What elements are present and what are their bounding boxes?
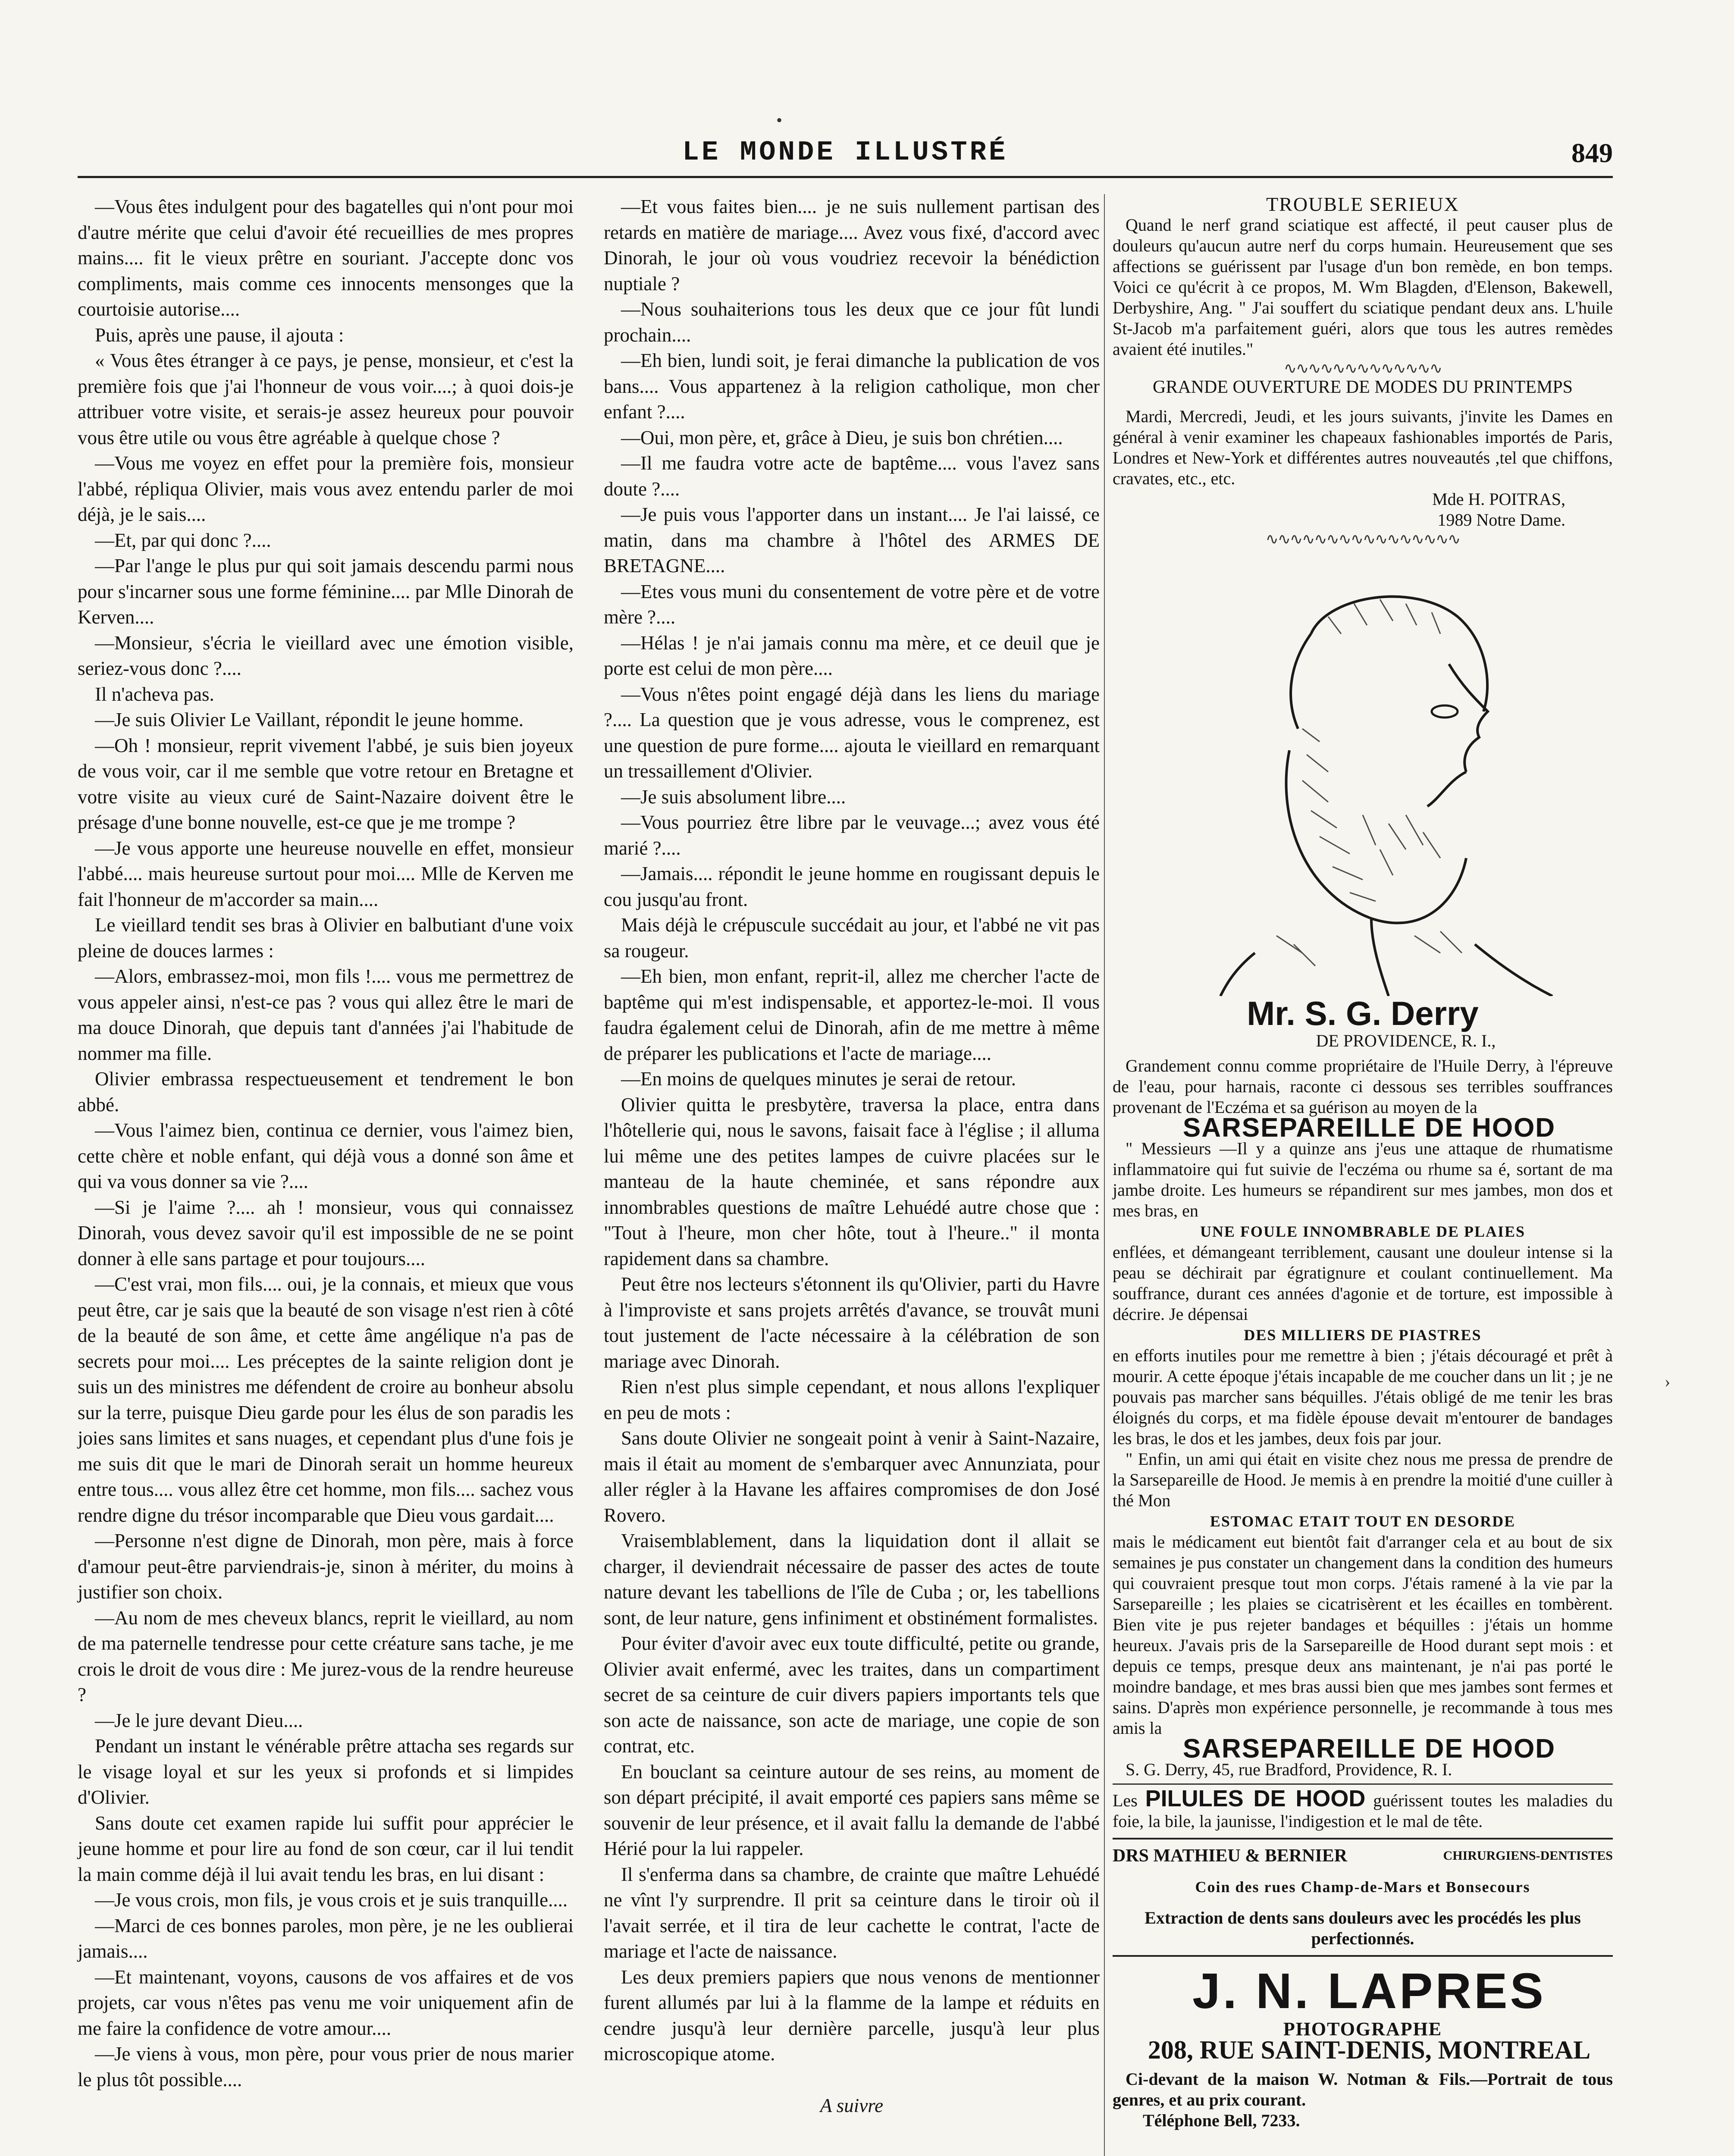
paragraph: Pendant un instant le vénérable prêtre attacha ses regards sur le visage loyal et sur les yeux si profonds et si limpides d'Olivier. bbox=[78, 1735, 574, 1808]
column-divider bbox=[1104, 194, 1105, 2156]
dentists-address: Coin des rues Champ-de-Mars et Bonsecours bbox=[1195, 1878, 1530, 1896]
lapres-role: PHOTOGRAPHE bbox=[1283, 2018, 1442, 2040]
heading-estomac: ESTOMAC ETAIT TOUT EN DESORDE bbox=[1210, 1513, 1516, 1530]
paragraph: —Hélas ! je n'ai jamais connu ma mère, et ce deuil que je porte est celui de mon père.... bbox=[604, 632, 1100, 679]
paragraph: —Etes vous muni du consentement de votre père et de votre mère ?.... bbox=[604, 580, 1100, 628]
paragraph: —Je vous apporte une heureuse nouvelle en effet, monsieur l'abbé.... mais heureuse surtout pour moi.... Mlle de Kerven me fait l'honneur de m'accorder sa main.... bbox=[78, 837, 574, 910]
ouverture-address: 1989 Notre Dame. bbox=[1437, 510, 1565, 530]
dentists-name: DRS MATHIEU & BERNIER bbox=[1113, 1846, 1348, 1866]
page-header bbox=[78, 137, 1613, 178]
paragraph: Il s'enferma dans sa chambre, de crainte que maître Lehuédé ne vînt l'y surprendre. Il prit sa ceinture dans le tiroir où il l'avait serrée, et il tira de leur cachette le contrat, l'acte de mariage et l'acte de naissance. bbox=[604, 1863, 1100, 1962]
paragraph: Peut être nos lecteurs s'étonnent ils qu'Olivier, parti du Havre à l'improviste et sans projets arrêtés d'avance, se trouvât muni tout justement de l'acte nécessaire à la célébration de son mariage avec Dinorah. bbox=[604, 1273, 1100, 1372]
paragraph: —Je viens à vous, mon père, pour vous prier de nous marier le plus tôt possible.... bbox=[78, 2043, 574, 2090]
dentists-line bbox=[1113, 1846, 1613, 1866]
paragraph: —Et maintenant, voyons, causons de vos affaires et de vos projets, car vous n'êtes pas venu me voir uniquement afin de me faire la confidence de votre amour.... bbox=[78, 1966, 574, 2039]
paragraph: —Jamais.... répondit le jeune homme en rougissant depuis le cou jusqu'au front. bbox=[604, 863, 1100, 910]
paragraph: —Au nom de mes cheveux blancs, reprit le vieillard, au nom de ma paternelle tendresse pour cette créature sans tache, je me crois le droit de vous dire : Me jurez-vous de la rendre heureuse ? bbox=[78, 1607, 574, 1705]
derry-quote-5: mais le médicament eut bientôt fait d'arranger cela et au bout de six semaines je pus constater un changement dans la condition des humeurs qui couvraient presque tout mon corps. J'étais ramené à la vie par la Sarsepareille ; les plaies se cicatrisèrent et les écailles en tombèrent. Bien vite je pus rejeter bandages et béquilles : j'étais un homme heureux. J'avais pris de la Sarsepareille de Hood durant sept mois : et depuis ce temps, presque deux ans maintenant, je n'ai pas porté le moindre bandage, et mes bras aussi bien que mes jambes sont fermes et sains. D'après mon expérience personnelle, je recommande à tous mes amis la bbox=[1113, 1532, 1613, 1738]
paragraph: Vraisemblablement, dans la liquidation dont il allait se charger, il deviendrait nécessaire de passer des actes de toute nature devant les tabellions de l'île de Cuba ; or, les tabellions sont, de leur nature, gens infiniment et obstinément formalistes. bbox=[604, 1530, 1100, 1629]
trouble-title: TROUBLE SERIEUX bbox=[1266, 193, 1459, 215]
print-mark: › bbox=[1665, 1372, 1671, 1391]
paragraph: —Eh bien, mon enfant, reprit-il, allez me chercher l'acte de baptême qui m'est indispensable, et apportez-le-moi. Il vous faudra également celui de Dinorah, afin de me mettre à même de préparer les publications et l'acte de mariage.... bbox=[604, 965, 1100, 1064]
paragraph: —Vous n'êtes point engagé déjà dans les liens du mariage ?.... La question que je vous adresse, vous le comprenez, est une question de pure forme.... ajouta le vieillard en remarquant un tressaillement d'Olivier. bbox=[604, 683, 1100, 782]
paragraph: —En moins de quelques minutes je serai de retour. bbox=[621, 1068, 1016, 1090]
print-mark: • bbox=[776, 110, 783, 130]
masthead-title: LE MONDE ILLUSTRÉ bbox=[682, 137, 1008, 168]
ouverture-title: GRANDE OUVERTURE DE MODES DU PRINTEMPS bbox=[1152, 377, 1573, 397]
lapres-name: J. N. LAPRES bbox=[1192, 1963, 1546, 2019]
paragraph: —Je vous crois, mon fils, je vous crois et je suis tranquille.... bbox=[95, 1889, 568, 1911]
paragraph: Puis, après une pause, il ajouta : bbox=[95, 324, 344, 346]
paragraph: —Et, par qui donc ?.... bbox=[95, 529, 271, 551]
paragraph: —Alors, embrassez-moi, mon fils !.... vous me permettrez de vous appeler ainsi, n'est-ce pas ? vous qui allez être le mari de ma douce Dinorah, que depuis tant d'années j'ai l'habitude de nommer ma fille. bbox=[78, 965, 574, 1064]
paragraph: —Personne n'est digne de Dinorah, mon père, mais à force d'amour peut-être parviendrais-je, sinon à mériter, du moins à justifier son choix. bbox=[78, 1530, 574, 1603]
portrait-caption-name: Mr. S. G. Derry bbox=[1247, 994, 1479, 1032]
paragraph: Pour éviter d'avoir avec eux toute difficulté, petite ou grande, Olivier avait enfermé, avec les traites, dans un compartiment secret de sa ceinture de cuir divers papiers importants tels que son acte de naissance, son acte de mariage, une copie de son contrat, etc. bbox=[604, 1633, 1100, 1757]
paragraph: —Vous pourriez être libre par le veuvage...; avez vous été marié ?.... bbox=[604, 812, 1100, 859]
paragraph: —Vous l'aimez bien, continua ce dernier, vous l'aimez bien, cette chère et noble enfant, qui déjà vous a donné son âme et qui va vous donner sa vie ?.... bbox=[78, 1119, 574, 1192]
pilules-name: PILULES DE HOOD bbox=[1145, 1786, 1366, 1811]
derry-quote-4: " Enfin, un ami qui était en visite chez nous me pressa de prendre de la Sarsepareille de Hood. Je memis à en prendre la moitié d'une cuiller à thé Mon bbox=[1113, 1449, 1613, 1510]
paragraph: Le vieillard tendit ses bras à Olivier en balbutiant d'une voix pleine de douces larmes : bbox=[78, 914, 574, 962]
dentists-text: Extraction de dents sans douleurs avec les procédés les plus perfectionnés. bbox=[1145, 1908, 1581, 1948]
paragraph: —Je suis Olivier Le Vaillant, répondit le jeune homme. bbox=[95, 709, 524, 730]
paragraph: Les deux premiers papiers que nous venons de mentionner furent allumés par lui à la flamme de la lampe et réduits en cendre jusqu'à leur dernière parcelle, jusqu'à leur plus microscopique atome. bbox=[604, 1966, 1100, 2065]
derry-quote-2: enflées, et démangeant terriblement, causant une douleur intense si la peau se déchirait par égratignure et coulant continuellement. Ma souffrance, durant ces années d'agonie et de torture, est impossible à décrire. Je dépensai bbox=[1113, 1242, 1613, 1324]
paragraph: Sans doute cet examen rapide lui suffit pour apprécier le jeune homme et pour lire au fond de son cœur, car il lui tendit la main comme déjà il lui avait tendu les bras, en lui disant : bbox=[78, 1812, 574, 1885]
heading-piastres: DES MILLIERS DE PIASTRES bbox=[1244, 1326, 1482, 1344]
dentists-role: CHIRURGIENS-DENTISTES bbox=[1443, 1849, 1613, 1863]
paragraph: —Il me faudra votre acte de baptême.... vous l'avez sans doute ?.... bbox=[604, 452, 1100, 500]
paragraph: Il n'acheva pas. bbox=[95, 683, 214, 705]
continued-note: A suivre bbox=[820, 2094, 884, 2116]
ouverture-signature: Mde H. POITRAS, bbox=[1432, 489, 1565, 509]
paragraph: —Je suis absolument libre.... bbox=[621, 786, 846, 808]
article-column-1 bbox=[78, 194, 574, 2093]
paragraph: Mais déjà le crépuscule succédait au jour, et l'abbé ne vit pas sa rougeur. bbox=[604, 914, 1100, 962]
divider bbox=[1113, 1783, 1613, 1785]
paragraph: Olivier embrassa respectueusement et tendrement le bon abbé. bbox=[78, 1068, 574, 1116]
paragraph: —Par l'ange le plus pur qui soit jamais descendu parmi nous pour s'incarner sous une forme féminine.... par Mlle Dinorah de Kerven.... bbox=[78, 555, 574, 628]
paragraph: —Marci de ces bonnes paroles, mon père, je ne les oublierai jamais.... bbox=[78, 1915, 574, 1962]
paragraph: —Vous me voyez en effet pour la première fois, monsieur l'abbé, répliqua Olivier, mais vous avez entendu parler de moi déjà, je le sais.... bbox=[78, 452, 574, 525]
paragraph: —Oui, mon père, et, grâce à Dieu, je suis bon chrétien.... bbox=[621, 426, 1063, 448]
paragraph: —Je puis vous l'apporter dans un instant.... Je l'ai laissé, ce matin, dans ma chambre à l'hôtel des ARMES DE BRETAGNE.... bbox=[604, 504, 1100, 577]
paragraph: En bouclant sa ceinture autour de ses reins, au moment de son départ précipité, il avait emporté ces papiers sans même se souvenir de leur présence, et il avait fallu la demande de l'abbé Hérié pour la lui rappeler. bbox=[604, 1761, 1100, 1859]
paragraph: « Vous êtes étranger à ce pays, je pense, monsieur, et c'est la première fois que j'ai l'honneur de vous voir....; à quoi dois-je attribuer votre visite, et serais-je assez heureux pour pouvoir vous être utile ou vous être agréable à quelque chose ? bbox=[78, 350, 574, 448]
lapres-phone: Téléphone Bell, 7233. bbox=[1143, 2111, 1300, 2130]
sarsepareille-heading-1: SARSEPAREILLE DE HOOD bbox=[1182, 1113, 1556, 1143]
paragraph: —C'est vrai, mon fils.... oui, je la connais, et mieux que vous peut être, car je sais que la beauté de son visage n'est rien à côté de la beauté de son âme, et cette âme angélique n'a pas de secrets pour moi.... Les préceptes de la sainte religion dont je suis un des ministres me défendent de croire au bonheur absolu sur la terre, puisque Dieu garde pour les élus de son paradis les joies sans limites et sans nuages, et cependant plus d'une fois je me suis dit que le mari de Dinorah serait un homme heureux entre tous.... vous allez être cet homme, mon fils.... sachez vous rendre digne du trésor incomparable que Dieu vous gardait.... bbox=[78, 1273, 574, 1526]
paragraph: —Eh bien, lundi soit, je ferai dimanche la publication de vos bans.... Vous appartenez à la religion catholique, mon cher enfant ?.... bbox=[604, 350, 1100, 423]
pilules-text: guérissent toutes les maladies du foie, la bile, la jaunisse, l'indigestion et le mal de tête. bbox=[1113, 1791, 1613, 1831]
divider bbox=[1113, 1955, 1613, 1957]
paragraph: —Monsieur, s'écria le vieillard avec une émotion visible, seriez-vous donc ?.... bbox=[78, 632, 574, 679]
sarsepareille-heading-2: SARSEPAREILLE DE HOOD bbox=[1182, 1734, 1556, 1764]
page-number: 849 bbox=[1571, 138, 1613, 168]
paragraph: Sans doute Olivier ne songeait point à venir à Saint-Nazaire, mais il était au moment de s'embarquer avec Annunziata, pour aller régler à la Havane les affaires compromises de don José Rovero. bbox=[604, 1427, 1100, 1526]
pilules-ad bbox=[1113, 1788, 1613, 1832]
ouverture-text: Mardi, Mercredi, Jeudi, et les jours suivants, j'invite les Dames en général à venir examiner les chapeaux fashionables importés de Paris, Londres et New-York et différentes autres nouveautés ,tel que chiffons, cravates, etc., etc. bbox=[1113, 407, 1613, 488]
derry-quote-1: " Messieurs —Il y a quinze ans j'eus une attaque de rhumatisme inflammatoire qui fut suivie de l'eczéma ou rhume sa é, sortant de ma jambe droite. Les humeurs se répandirent sur mes jambes, mon dos et mes bras, en bbox=[1113, 1139, 1613, 1220]
ornament-divider: ∿∿∿∿∿∿∿∿∿∿∿∿∿ bbox=[1283, 360, 1442, 377]
paragraph: Olivier quitta le presbytère, traversa la place, entra dans l'hôtellerie qui, nous le savons, faisait face à l'église ; il alluma lui même une des petites lampes de cuivre placées sur le manteau de la haute cheminée, et sans répondre aux innombrables questions de maître Lehuédé autre chose que : "Tout à l'heure, mon cher hôte, tout à l'heure.." il monta rapidement dans sa chambre. bbox=[604, 1094, 1100, 1269]
paragraph: —Oh ! monsieur, reprit vivement l'abbé, je suis bien joyeux de vous voir, car il me semble que votre retour en Bretagne et votre visite au vieux curé de Saint-Nazaire doivent être le présage d'une bonne nouvelle, est-ce que je me trompe ? bbox=[78, 734, 574, 833]
trouble-text: Quand le nerf grand sciatique est affecté, il peut causer plus de douleurs qu'aucun autre nerf du corps humain. Heureusement que ses affections se guérissent par l'usage d'un bon remède, en bon temps. Voici ce qu'écrit à ce propos, M. Wm Blagden, d'Elenson, Bakewell, Derbyshire, Ang. " J'ai souffert du sciatique pendant deux ans. L'huile St-Jacob m'a parfaitement guéri, alors que tous les autres remèdes avaient été inutiles." bbox=[1113, 215, 1613, 359]
ornament-divider: ∿∿∿∿∿∿∿∿∿∿∿∿∿∿∿∿ bbox=[1265, 530, 1460, 548]
derry-portrait bbox=[1147, 556, 1578, 996]
pilules-prefix: Les bbox=[1113, 1791, 1138, 1810]
derry-quote-3: en efforts inutiles pour me remettre à bien ; j'étais découragé et prêt à mourir. A cette époque j'étais incapable de me coucher dans un lit ; je ne pouvais pas marcher sans béquilles. J'étais obligé de me tenir les bras éloignés du corps, et ma fidèle épouse devait m'entourer de bandages les bras, le dos et les jambes, deux fois par jour. bbox=[1113, 1346, 1613, 1448]
lapres-address: 208, RUE SAINT-DENIS, MONTREAL bbox=[1148, 2036, 1591, 2064]
paragraph: —Je le jure devant Dieu.... bbox=[95, 1709, 303, 1731]
paragraph: Rien n'est plus simple cependant, et nous allons l'expliquer en peu de mots : bbox=[604, 1376, 1100, 1423]
divider bbox=[1113, 1838, 1613, 1839]
heading-plaies: UNE FOULE INNOMBRABLE DE PLAIES bbox=[1200, 1223, 1526, 1240]
paragraph: —Vous êtes indulgent pour des bagatelles qui n'ont pour moi d'autre mérite que celui d'avoir été recueillies de mes propres mains.... fit le vieux prêtre en souriant. J'accepte donc vos compliments, mais comme ces innocents mensonges que la courtoisie autorise.... bbox=[78, 196, 574, 320]
paragraph: —Si je l'aime ?.... ah ! monsieur, vous qui connaissez Dinorah, vous devez savoir qu'il est impossible de ne se point donner à elle sans partage et pour toujours.... bbox=[78, 1196, 574, 1269]
derry-intro: Grandement connu comme propriétaire de l'Huile Derry, à l'épreuve de l'eau, pour harnais, raconte ci dessous ses terribles souffrances provenant de l'Eczéma et sa guérison au moyen de la bbox=[1113, 1056, 1613, 1117]
derry-signature: S. G. Derry, 45, rue Bradford, Providence, R. I. bbox=[1126, 1760, 1452, 1779]
lapres-text: Ci-devant de la maison W. Notman & Fils.—Portrait de tous genres, et au prix courant. bbox=[1113, 2069, 1613, 2109]
advertisement-column bbox=[1113, 194, 1613, 2131]
article-column-2 bbox=[604, 194, 1100, 2118]
portrait-caption-place: DE PROVIDENCE, R. I., bbox=[1316, 1031, 1496, 1050]
paragraph: —Et vous faites bien.... je ne suis nullement partisan des retards en matière de mariage.... Avez vous fixé, d'accord avec Dinorah, le jour où vous voudriez recevoir la bénédiction nuptiale ? bbox=[604, 196, 1100, 295]
paragraph: —Nous souhaiterions tous les deux que ce jour fût lundi prochain.... bbox=[604, 298, 1100, 346]
